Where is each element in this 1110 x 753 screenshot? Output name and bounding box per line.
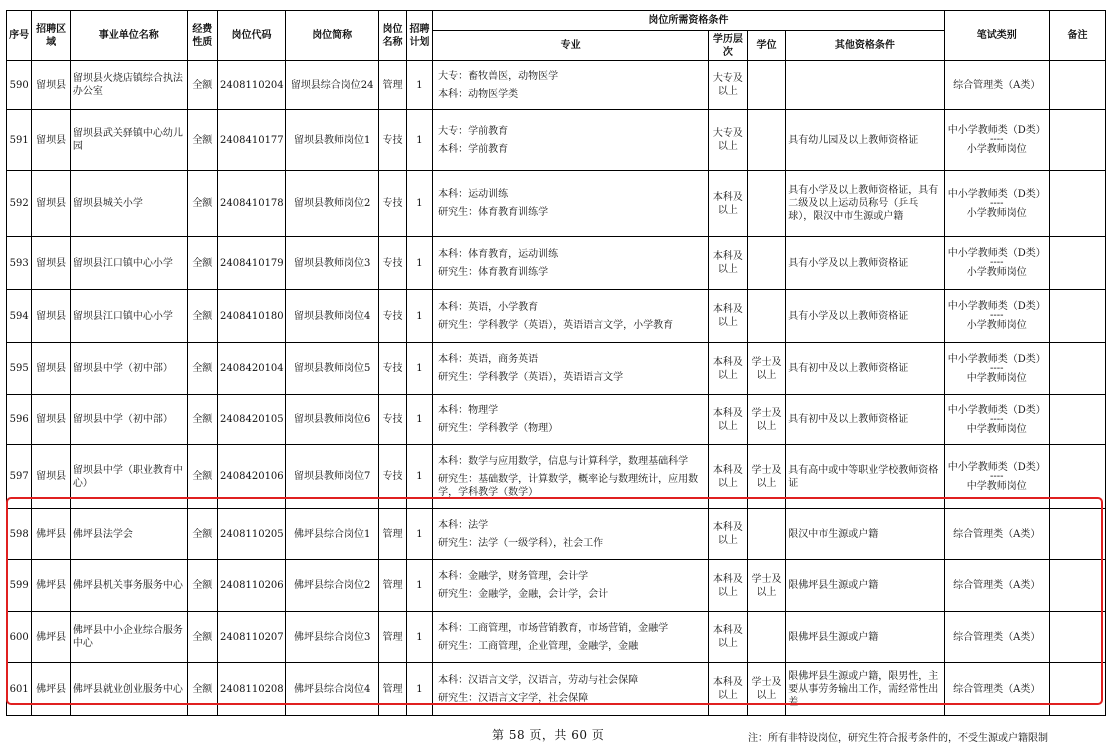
table-body: [7, 61, 1106, 716]
cell-edu: 本科及以上: [709, 290, 748, 343]
table-row: [7, 560, 1106, 612]
cell-major: [433, 509, 709, 560]
exam-top: 综合管理类（A类）: [953, 631, 1041, 643]
cell-remark: [1050, 560, 1106, 612]
table-row: [7, 110, 1106, 171]
cell-unit: 留坝县中学（职业教育中心）: [70, 445, 187, 509]
header-pname: 岗位名称: [379, 11, 406, 61]
cell-pname: 专技: [379, 290, 406, 343]
table-row: [7, 61, 1106, 110]
cell-funding: 全额: [187, 110, 217, 171]
table-row: [7, 343, 1106, 395]
cell-unit: 佛坪县就业创业服务中心: [70, 663, 187, 716]
cell-plan: 1: [406, 560, 432, 612]
major-line-2: 研究生：体育教育训练学: [438, 266, 549, 278]
table-row: [7, 612, 1106, 663]
table-row: [7, 663, 1106, 716]
major-line-1: 本科：体育教育，运动训练: [438, 248, 559, 260]
cell-code: 2408110204: [218, 61, 286, 110]
cell-major: [433, 290, 709, 343]
table-row: [7, 171, 1106, 237]
cell-pname: 专技: [379, 395, 406, 445]
header-degree: 学位: [747, 31, 786, 61]
cell-funding: 全额: [187, 560, 217, 612]
exam-top: 综合管理类（A类）: [953, 580, 1041, 591]
cell-remark: [1050, 110, 1106, 171]
cell-major: [433, 612, 709, 663]
cell-region: 留坝县: [32, 110, 71, 171]
table-row: [7, 395, 1106, 445]
cell-pname: 专技: [379, 343, 406, 395]
exam-dash: ----: [990, 413, 1004, 425]
cell-remark: [1050, 612, 1106, 663]
cell-remark: [1050, 61, 1106, 110]
exam-bottom: 中学教师岗位: [966, 423, 1027, 435]
cell-code: 2408110207: [218, 612, 286, 663]
cell-major: [433, 395, 709, 445]
cell-degree: [747, 61, 786, 110]
cell-exam: [944, 612, 1050, 663]
cell-seq: 600: [7, 612, 32, 663]
cell-other: 限佛坪县生源或户籍: [786, 612, 944, 663]
cell-remark: [1050, 171, 1106, 237]
cell-edu: 大专及以上: [709, 61, 748, 110]
cell-short: 佛坪县综合岗位3: [286, 612, 379, 663]
cell-major: [433, 663, 709, 716]
cell-edu: 本科及以上: [709, 560, 748, 612]
cell-seq: 599: [7, 560, 32, 612]
cell-other: 具有初中及以上教师资格证: [786, 343, 944, 395]
cell-pname: 管理: [379, 61, 406, 110]
cell-exam: [944, 560, 1050, 612]
exam-dash: ----: [990, 310, 1004, 321]
cell-funding: 全额: [187, 445, 217, 509]
cell-major: [433, 445, 709, 509]
cell-funding: 全额: [187, 61, 217, 110]
cell-other: 具有初中及以上教师资格证: [786, 395, 944, 445]
cell-major: [433, 560, 709, 612]
cell-region: 留坝县: [32, 343, 71, 395]
cell-seq: 590: [7, 61, 32, 110]
cell-funding: 全额: [187, 171, 217, 237]
major-line-1: 本科：数学与应用数学，信息与计算科学，数理基础科学: [438, 455, 689, 467]
major-line-1: 大专：畜牧兽医，动物医学: [438, 70, 559, 82]
cell-region: 佛坪县: [32, 663, 71, 716]
cell-other: 具有小学及以上教师资格证，具有二级及以上运动员称号（乒乓球），限汉中市生源或户籍: [786, 171, 944, 237]
cell-funding: 全额: [187, 509, 217, 560]
cell-degree: 学士及以上: [747, 343, 786, 395]
cell-region: 佛坪县: [32, 509, 71, 560]
cell-edu: 本科及以上: [709, 171, 748, 237]
cell-short: 佛坪县综合岗位2: [286, 560, 379, 612]
cell-short: 留坝县教师岗位1: [286, 110, 379, 171]
major-line-1: 本科：汉语言文学，汉语言，劳动与社会保障: [438, 674, 639, 686]
cell-remark: [1050, 663, 1106, 716]
exam-dash: ----: [990, 470, 1004, 482]
cell-degree: [747, 509, 786, 560]
cell-edu: 本科及以上: [709, 663, 748, 716]
cell-pname: 管理: [379, 509, 406, 560]
cell-degree: [747, 290, 786, 343]
cell-edu: 本科及以上: [709, 343, 748, 395]
cell-major: [433, 237, 709, 290]
header-seq: 序号: [7, 11, 32, 61]
major-line-2: 本科：动物医学类: [438, 88, 519, 100]
cell-short: 留坝县教师岗位4: [286, 290, 379, 343]
page-number: 第 58 页，共 60 页: [492, 728, 605, 742]
cell-plan: 1: [406, 509, 432, 560]
cell-short: 留坝县教师岗位5: [286, 343, 379, 395]
cell-code: 2408110208: [218, 663, 286, 716]
cell-degree: 学士及以上: [747, 395, 786, 445]
major-line-2: 研究生：汉语言文字学，社会保障: [438, 692, 589, 704]
table-row: [7, 290, 1106, 343]
cell-exam: [944, 445, 1050, 509]
cell-exam: [944, 343, 1050, 395]
cell-exam: [944, 110, 1050, 171]
exam-bottom: 小学教师岗位: [966, 320, 1027, 331]
header-funding: 经费性质: [187, 11, 217, 61]
header-short: 岗位简称: [286, 11, 379, 61]
cell-seq: 597: [7, 445, 32, 509]
table-row: [7, 509, 1106, 560]
cell-major: [433, 110, 709, 171]
cell-code: 2408410180: [218, 290, 286, 343]
exam-bottom: 中学教师岗位: [966, 372, 1027, 384]
cell-other: [786, 61, 944, 110]
cell-funding: 全额: [187, 612, 217, 663]
cell-other: 限佛坪县生源或户籍: [786, 560, 944, 612]
cell-unit: 留坝县中学（初中部）: [70, 395, 187, 445]
cell-plan: 1: [406, 612, 432, 663]
cell-funding: 全额: [187, 290, 217, 343]
cell-exam: [944, 61, 1050, 110]
header-plan: 招聘计划: [406, 11, 432, 61]
cell-seq: 596: [7, 395, 32, 445]
cell-code: 2408410177: [218, 110, 286, 171]
cell-plan: 1: [406, 61, 432, 110]
cell-edu: 本科及以上: [709, 612, 748, 663]
major-line-1: 本科：工商管理，市场营销教育，市场营销，金融学: [438, 622, 669, 634]
exam-bottom: 中学教师岗位: [966, 480, 1027, 492]
major-line-2: 研究生：法学（一级学科），社会工作: [438, 537, 604, 549]
major-line-1: 本科：法学: [438, 519, 489, 531]
cell-degree: 学士及以上: [747, 663, 786, 716]
header-unit: 事业单位名称: [70, 11, 187, 61]
cell-unit: 佛坪县法学会: [70, 509, 187, 560]
cell-remark: [1050, 445, 1106, 509]
cell-funding: 全额: [187, 395, 217, 445]
major-line-2: 研究生：学科教学（英语），英语语言文学，小学教育: [438, 319, 674, 331]
cell-pname: 专技: [379, 171, 406, 237]
major-line-1: 大专：学前教育: [438, 125, 509, 137]
cell-pname: 专技: [379, 237, 406, 290]
cell-remark: [1050, 237, 1106, 290]
exam-bottom: 小学教师岗位: [966, 267, 1027, 278]
cell-plan: 1: [406, 343, 432, 395]
exam-top: 中小学教师类（D类）: [947, 188, 1046, 200]
cell-pname: 专技: [379, 110, 406, 171]
cell-major: [433, 343, 709, 395]
cell-remark: [1050, 290, 1106, 343]
cell-seq: 595: [7, 343, 32, 395]
cell-pname: 管理: [379, 612, 406, 663]
cell-region: 留坝县: [32, 171, 71, 237]
exam-top: 中小学教师类（D类）: [947, 248, 1046, 259]
header-code: 岗位代码: [218, 11, 286, 61]
cell-region: 留坝县: [32, 395, 71, 445]
cell-short: 留坝县教师岗位3: [286, 237, 379, 290]
cell-plan: 1: [406, 110, 432, 171]
exam-top: 中小学教师类（D类）: [947, 301, 1046, 312]
cell-region: 留坝县: [32, 237, 71, 290]
cell-edu: 本科及以上: [709, 445, 748, 509]
cell-other: 具有高中或中等职业学校教师资格证: [786, 445, 944, 509]
cell-seq: 598: [7, 509, 32, 560]
exam-dash: ----: [990, 362, 1004, 374]
cell-pname: 管理: [379, 663, 406, 716]
cell-seq: 593: [7, 237, 32, 290]
cell-unit: 留坝县武关驿镇中心幼儿园: [70, 110, 187, 171]
cell-short: 佛坪县综合岗位1: [286, 509, 379, 560]
cell-code: 2408110206: [218, 560, 286, 612]
cell-exam: [944, 290, 1050, 343]
header-exam: 笔试类别: [944, 11, 1050, 61]
cell-unit: 佛坪县机关事务服务中心: [70, 560, 187, 612]
exam-bottom: 小学教师岗位: [966, 207, 1027, 219]
cell-code: 2408420106: [218, 445, 286, 509]
major-line-1: 本科：运动训练: [438, 189, 509, 200]
cell-region: 佛坪县: [32, 560, 71, 612]
cell-exam: [944, 395, 1050, 445]
cell-unit: 留坝县城关小学: [70, 171, 187, 237]
cell-code: 2408420105: [218, 395, 286, 445]
footer-note: 注：所有非特设岗位，研究生符合报考条件的，不受生源或户籍限制: [748, 733, 1048, 744]
cell-funding: 全额: [187, 343, 217, 395]
recruitment-table: [6, 10, 1106, 716]
cell-pname: 管理: [379, 560, 406, 612]
cell-funding: 全额: [187, 237, 217, 290]
major-line-1: 本科：英语，小学教育: [438, 301, 539, 313]
cell-plan: 1: [406, 395, 432, 445]
exam-dash: ----: [990, 197, 1004, 209]
cell-major: [433, 171, 709, 237]
cell-region: 佛坪县: [32, 612, 71, 663]
cell-degree: [747, 171, 786, 237]
cell-exam: [944, 663, 1050, 716]
cell-seq: 594: [7, 290, 32, 343]
cell-degree: [747, 237, 786, 290]
cell-short: 留坝县教师岗位2: [286, 171, 379, 237]
cell-seq: 592: [7, 171, 32, 237]
exam-top: 综合管理类（A类）: [953, 683, 1041, 695]
cell-edu: 本科及以上: [709, 237, 748, 290]
cell-plan: 1: [406, 663, 432, 716]
cell-degree: [747, 612, 786, 663]
cell-seq: 601: [7, 663, 32, 716]
header-requirements: 岗位所需资格条件: [433, 11, 944, 31]
exam-top: 综合管理类（A类）: [953, 528, 1041, 540]
cell-other: 限佛坪县生源或户籍，限男性，主要从事劳务输出工作，需经常性出差: [786, 663, 944, 716]
cell-degree: 学士及以上: [747, 560, 786, 612]
cell-region: 留坝县: [32, 61, 71, 110]
major-line-2: 研究生：工商管理，企业管理，金融学，金融: [438, 640, 639, 652]
cell-remark: [1050, 343, 1106, 395]
cell-other: 限汉中市生源或户籍: [786, 509, 944, 560]
major-line-2: 本科：学前教育: [438, 143, 509, 155]
cell-unit: 留坝县江口镇中心小学: [70, 290, 187, 343]
header-major: 专业: [433, 31, 709, 61]
exam-top: 中小学教师类（D类）: [947, 125, 1046, 136]
cell-code: 2408410179: [218, 237, 286, 290]
cell-short: 佛坪县综合岗位4: [286, 663, 379, 716]
cell-pname: 专技: [379, 445, 406, 509]
cell-edu: 本科及以上: [709, 509, 748, 560]
cell-short: 留坝县教师岗位6: [286, 395, 379, 445]
cell-unit: 留坝县火烧店镇综合执法办公室: [70, 61, 187, 110]
exam-dash: ----: [990, 134, 1004, 145]
exam-top: 中小学教师类（D类）: [947, 461, 1046, 473]
cell-code: 2408410178: [218, 171, 286, 237]
major-line-2: 研究生：基础数学，计算数学，概率论与数理统计，应用数学，学科教学（数学）: [438, 473, 699, 498]
cell-unit: 佛坪县中小企业综合服务中心: [70, 612, 187, 663]
cell-degree: [747, 110, 786, 171]
major-line-1: 本科：金融学，财务管理，会计学: [438, 571, 589, 582]
cell-exam: [944, 171, 1050, 237]
header-other: 其他资格条件: [786, 31, 944, 61]
cell-edu: 本科及以上: [709, 395, 748, 445]
cell-remark: [1050, 395, 1106, 445]
header-remark: 备注: [1050, 11, 1106, 61]
cell-short: 留坝县教师岗位7: [286, 445, 379, 509]
cell-major: [433, 61, 709, 110]
cell-other: 具有小学及以上教师资格证: [786, 237, 944, 290]
exam-top: 中小学教师类（D类）: [947, 353, 1046, 365]
cell-plan: 1: [406, 290, 432, 343]
exam-top: 中小学教师类（D类）: [947, 404, 1046, 416]
cell-edu: 大专及以上: [709, 110, 748, 171]
cell-funding: 全额: [187, 663, 217, 716]
major-line-1: 本科：英语，商务英语: [438, 354, 539, 365]
cell-region: 留坝县: [32, 445, 71, 509]
cell-remark: [1050, 509, 1106, 560]
cell-other: 具有小学及以上教师资格证: [786, 290, 944, 343]
table-row: [7, 237, 1106, 290]
table-row: [7, 445, 1106, 509]
exam-dash: ----: [990, 257, 1004, 268]
exam-top: 综合管理类（A类）: [953, 79, 1041, 91]
cell-region: 留坝县: [32, 290, 71, 343]
exam-bottom: 小学教师岗位: [966, 144, 1027, 155]
cell-code: 2408110205: [218, 509, 286, 560]
cell-other: 具有幼儿园及以上教师资格证: [786, 110, 944, 171]
major-line-1: 本科：物理学: [438, 405, 499, 416]
cell-seq: 591: [7, 110, 32, 171]
major-line-2: 研究生：学科教学（英语），英语语言文学: [438, 372, 624, 383]
major-line-2: 研究生：学科教学（物理）: [438, 423, 559, 434]
cell-degree: 学士及以上: [747, 445, 786, 509]
cell-exam: [944, 237, 1050, 290]
cell-plan: 1: [406, 237, 432, 290]
cell-short: 留坝县综合岗位24: [286, 61, 379, 110]
major-line-2: 研究生：金融学，金融，会计学，会计: [438, 589, 609, 600]
header-edu: 学历层次: [709, 31, 748, 61]
cell-plan: 1: [406, 171, 432, 237]
header-region: 招聘区域: [32, 11, 71, 61]
cell-code: 2408420104: [218, 343, 286, 395]
cell-unit: 留坝县江口镇中心小学: [70, 237, 187, 290]
cell-exam: [944, 509, 1050, 560]
cell-plan: 1: [406, 445, 432, 509]
major-line-2: 研究生：体育教育训练学: [438, 207, 549, 218]
cell-unit: 留坝县中学（初中部）: [70, 343, 187, 395]
